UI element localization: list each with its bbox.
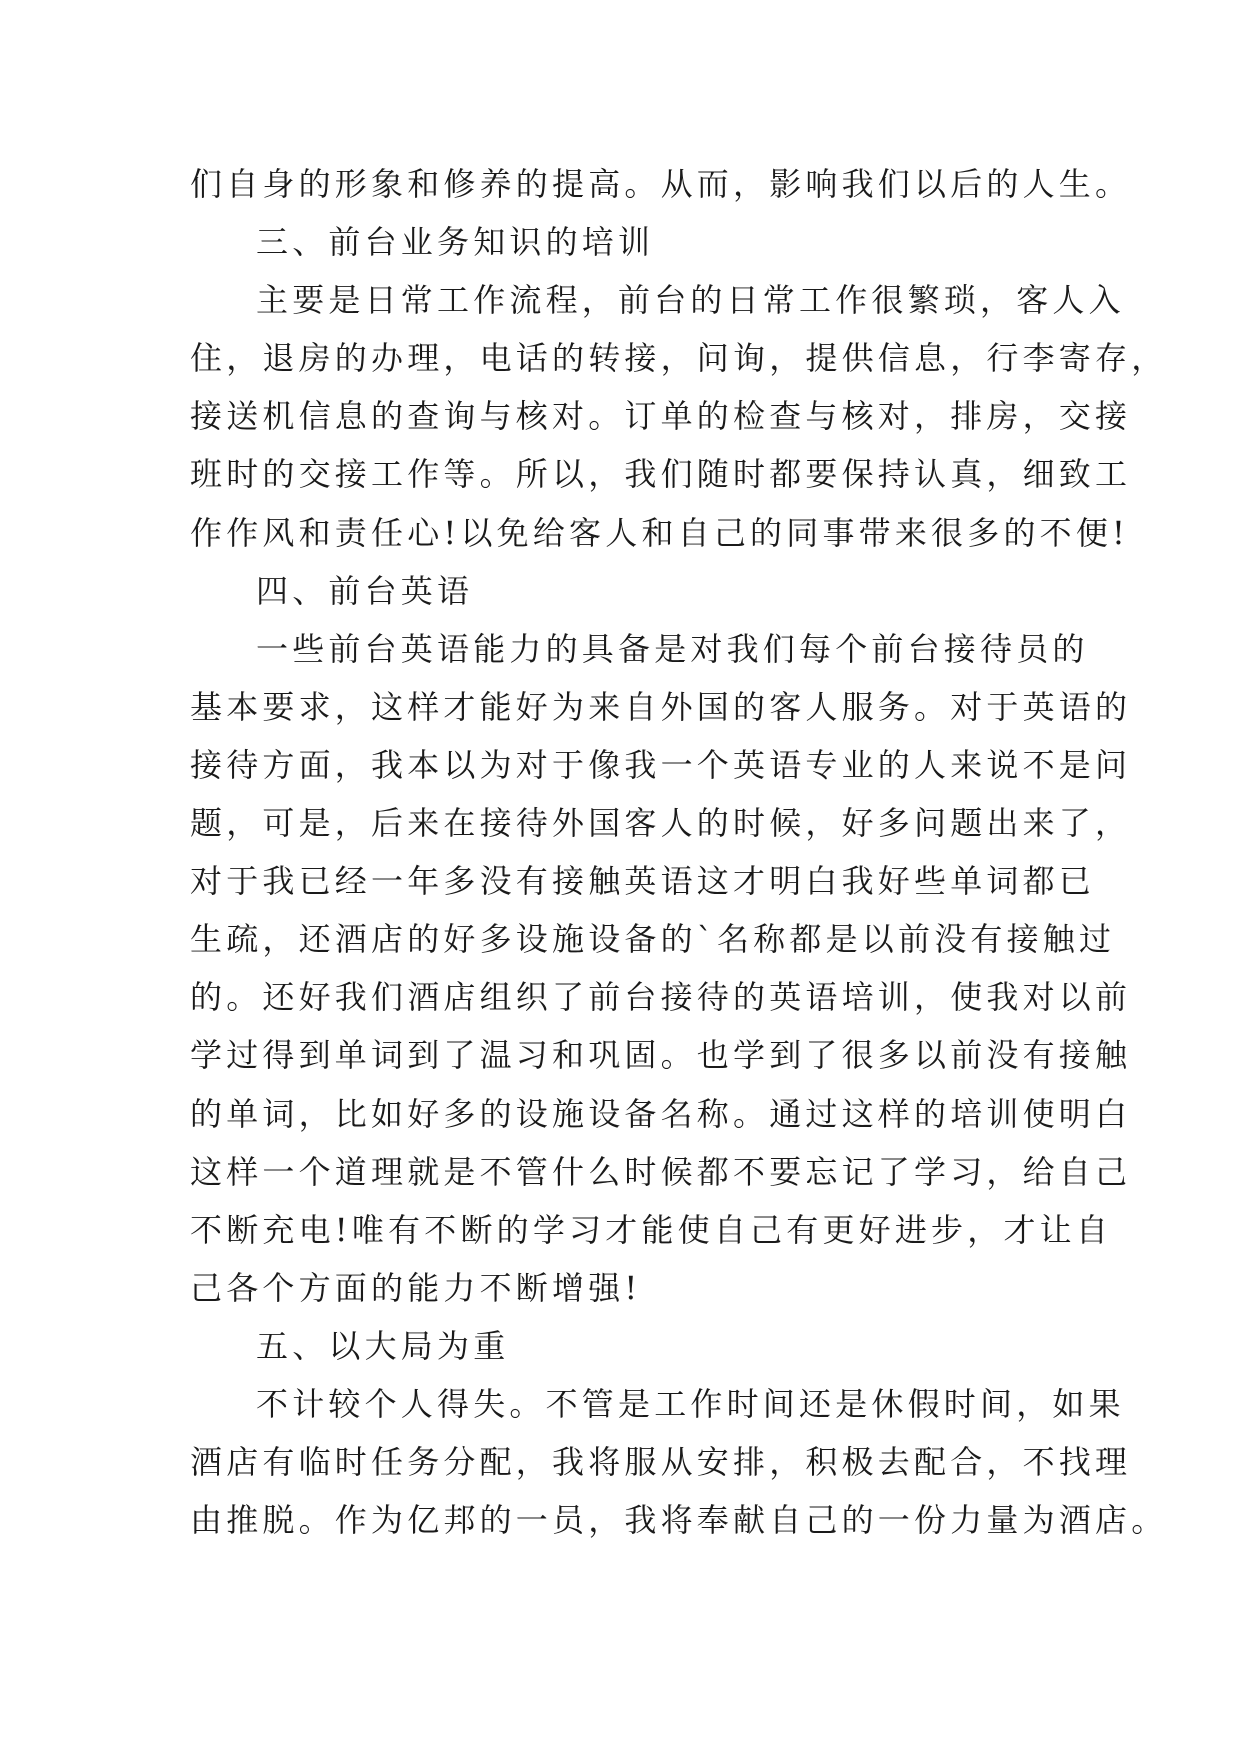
text-line: 由推脱。作为亿邦的一员，我将奉献自己的一份力量为酒店。 bbox=[190, 1501, 1168, 1540]
text-line: 不计较个人得失。不管是工作时间还是休假时间，如果 bbox=[256, 1384, 1125, 1423]
section-heading: 三、前台业务知识的培训 bbox=[256, 223, 655, 262]
text-line: 主要是日常工作流程，前台的日常工作很繁琐，客人入 bbox=[256, 281, 1125, 320]
text-line: 对于我已经一年多没有接触英语这才明白我好些单词都已 bbox=[190, 862, 1096, 901]
text-line: 一些前台英语能力的具备是对我们每个前台接待员的 bbox=[256, 629, 1089, 668]
text-line: 班时的交接工作等。所以，我们随时都要保持认真，细致工 bbox=[190, 455, 1132, 494]
text-line: 己各个方面的能力不断增强! bbox=[190, 1268, 642, 1307]
text-line: 学过得到单词到了温习和巩固。也学到了很多以前没有接触 bbox=[190, 1036, 1132, 1075]
text-line: 接送机信息的查询与核对。订单的检查与核对，排房，交接 bbox=[190, 397, 1132, 436]
document-body bbox=[190, 155, 1168, 1549]
text-line: 作作风和责任心!以免给客人和自己的同事带来很多的不便! bbox=[190, 513, 1130, 552]
text-line: 的。还好我们酒店组织了前台接待的英语培训，使我对以前 bbox=[190, 978, 1132, 1017]
text-line: 基本要求，这样才能好为来自外国的客人服务。对于英语的 bbox=[190, 687, 1132, 726]
section-heading: 四、前台英语 bbox=[256, 571, 474, 610]
text-line: 接待方面，我本以为对于像我一个英语专业的人来说不是问 bbox=[190, 745, 1132, 784]
text-line: 这样一个道理就是不管什么时候都不要忘记了学习，给自己 bbox=[190, 1152, 1132, 1191]
text-line: 们自身的形象和修养的提高。从而，影响我们以后的人生。 bbox=[190, 165, 1132, 203]
section-heading: 五、以大局为重 bbox=[256, 1326, 510, 1365]
text-line: 生疏，还酒店的好多设施设备的`名称都是以前没有接触过 bbox=[190, 920, 1116, 959]
text-line: 不断充电!唯有不断的学习才能使自己有更好进步，才让自 bbox=[190, 1210, 1113, 1249]
text-line: 题，可是，后来在接待外国客人的时候，好多问题出来了， bbox=[190, 804, 1132, 843]
text-line: 酒店有临时任务分配，我将服从安排，积极去配合，不找理 bbox=[190, 1443, 1132, 1482]
text-line: 的单词，比如好多的设施设备名称。通过这样的培训使明白 bbox=[190, 1094, 1132, 1133]
text-line: 住，退房的办理，电话的转接，问询，提供信息，行李寄存， bbox=[190, 339, 1168, 378]
